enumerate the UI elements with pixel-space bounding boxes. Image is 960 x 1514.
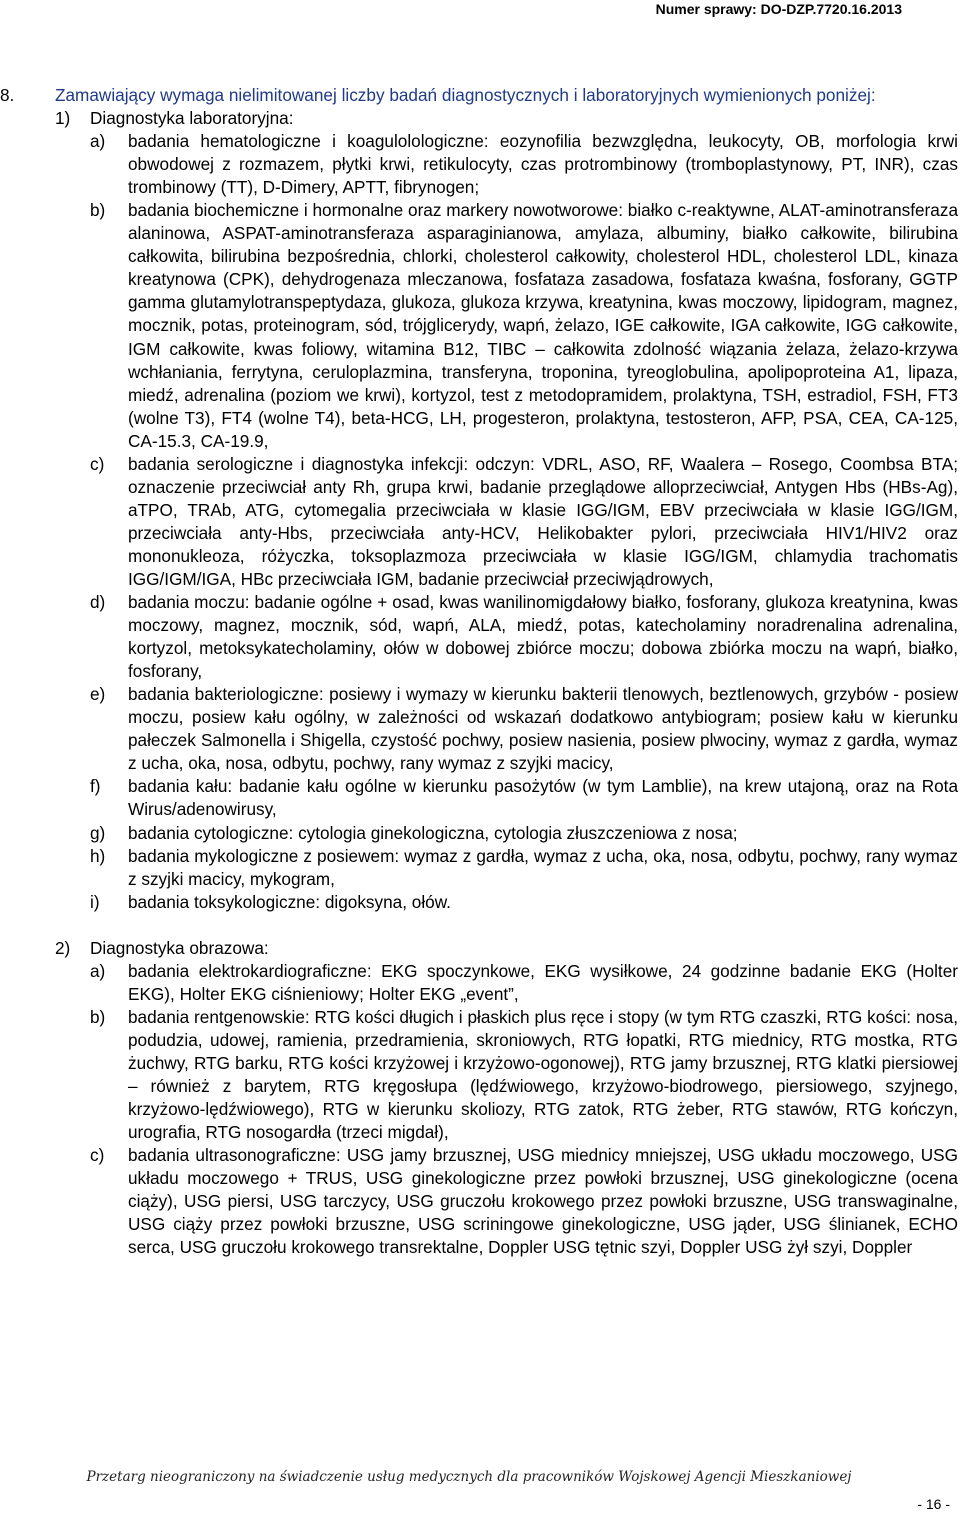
imaging-diagnostics-heading [0,937,958,960]
list-item-text: badania serologiczne i diagnostyka infekcji: odczyn: VDRL, ASO, RF, Waalera – Rosego, Coombsa BTA; oznaczenie przeciwciał anty Rh, grupa krwi, badanie przeglądowe alloprzeciwciał, Antygen Hbs (HBs-Ag), aTPO, TRAb, ATG, cytomegalia przeciwciała w klasie IGG/IGM, EBV przeciwciała w klasie IGG/IGM, przeciwciała anty-Hbs, przeciwciała anty-HCV, Helikobakter pylori, przeciwciała HIV1/HIV2 oraz mononukleoza, różyczka, toksoplazmoza przeciwciała w klasie IGG/IGM, chlamydia trachomatis IGG/IGM/IGA, HBc przeciwciała IGM, badanie przeciwciał przeciwjądrowych, [128,453,958,589]
list-item-text: badania elektrokardiograficzne: EKG spoczynkowe, EKG wysiłkowe, 24 godzinne badanie EKG (Holter EKG), Holter EKG ciśnieniowy; Holter EKG „event”, [128,960,958,1004]
list-item-label: f) [90,776,101,797]
list-item-text: badania biochemiczne i hormonalne oraz markery nowotworowe: białko c-reaktywne, ALAT-aminotransferaza alaninowa, ASPAT-aminotransferaza asparaginianowa, amylaza, albuminy, białko całkowite, bilirubina całkowita, bilirubina bezpośrednia, chlorki, cholesterol całkowity, cholesterol HDL, cholesterol LDL, kinaza kreatynowa (CPK), dehydrogenaza mleczanowa, fosfataza zasadowa, fosfataza kwaśna, fosforany, GGTP gamma glutamylotranspeptydaza, glukoza, glukoza krzywa, kreatynina, kwas moczowy, lipidogram, magnez, mocznik, potas, proteinogram, sód, trójglicerydy, wapń, żelazo, IGE całkowite, IGA całkowite, IGG całkowite, IGM całkowite, kwas foliowy, witamina B12, TIBC – całkowita zdolność wiązania żelaza, żelazo-krzywa wchłaniania, ferrytyna, ceruloplazmina, transferyna, troponina, tyreoglobulina, apolipoproteina A1, lipaza, miedź, adrenalina (poziom we krwi), kortyzol, test z metodopramidem, prolaktyna, TSH, estradiol, FSH, FT3 (wolne T3), FT4 (wolne T4), beta-HCG, LH, progesteron, prolaktyna, testosteron, AFP, PSA, CEA, CA-125, CA-15.3, CA-19.9, [128,200,958,451]
list-item-label: a) [90,960,106,981]
list-number: 2) [55,937,71,958]
section-number: 8. [0,85,15,105]
list-item-label: a) [90,131,106,152]
list-item-label: e) [90,684,106,705]
list-item-text: badania ultrasonograficzne: USG jamy brzusznej, USG miednicy mniejszej, USG układu moczowego, USG układu moczowego + TRUS, USG ginekologiczne przez powłoki brzusznej, USG ginekologiczne (ocena ciąży), USG piersi, USG tarczycy, USG gruczołu krokowego przez powłoki brzuszne, USG transwaginalne, USG ciąży przez powłoki brzuszne, USG scriningowe ginekologiczne, USG jąder, USG ślinianek, ECHO serca, USG gruczołu krokowego transrektalne, Doppler USG tętnic szyi, Doppler USG żył szyi, Doppler [128,1145,958,1258]
list-item [0,960,958,1006]
document-body [0,84,958,1259]
list-item [0,130,958,199]
list-item-label: b) [90,1006,106,1027]
lab-diagnostics-heading [0,107,958,130]
list-item [0,1144,958,1259]
list-item-label: g) [90,822,106,843]
list-item-label: c) [90,453,105,474]
list-item [0,1006,958,1144]
list-item [0,683,958,775]
list-item-text: badania toksykologiczne: digoksyna, ołów. [128,891,451,912]
list-item-label: d) [90,592,106,613]
list-item-text: badania kału: badanie kału ogólne w kierunku pasożytów (w tym Lamblie), na krew utajoną, oraz na Rota Wirus/adenowirusy, [128,776,958,820]
list-number: 1) [55,108,71,129]
list-title: Diagnostyka laboratoryjna: [90,108,294,129]
lab-diagnostics-list [0,130,958,914]
list-item-label: c) [90,1145,105,1166]
imaging-diagnostics-list [0,960,958,1260]
list-item [0,822,958,845]
list-item-label: h) [90,845,106,866]
list-item [0,453,958,591]
list-item [0,775,958,821]
list-item-text: badania cytologiczne: cytologia ginekologiczna, cytologia złuszczeniowa z nosa; [128,822,738,843]
list-title: Diagnostyka obrazowa: [90,937,269,958]
list-item-text: badania bakteriologiczne: posiewy i wymazy w kierunku bakterii tlenowych, beztlenowych, grzybów - posiew moczu, posiew kału ogólny, w zależności od wskazań dodatkowo antybiogram; posiew kału w kierunku pałeczek Salmonella i Shigella, czystość pochwy, posiew nasienia, posiew plwociny, wymaz z gardła, wymaz z ucha, oka, nosa, odbytu, pochwy, rany wymaz z szyjki macicy, [128,684,958,774]
footer-text: Przetarg nieograniczony na świadczenie usług medycznych dla pracowników Wojskowej Agencji Mieszkaniowej [86,1469,852,1485]
list-item-text: badania rentgenowskie: RTG kości długich i płaskich plus ręce i stopy (w tym RTG czaszki, RTG kości: nosa, podudzia, udowej, ramienia, przedramienia, skroniowych, RTG łopatki, RTG miednicy, RTG mostka, RTG żuchwy, RTG barku, RTG kości krzyżowej i krzyżowo-ogonowej), RTG jamy brzusznej, RTG klatki piersiowej – również z barytem, RTG kręgosłupa (lędźwiowego, krzyżowo-biodrowego, piersiowego, szyjnego, krzyżowo-lędźwiowego), RTG w kierunku skoliozy, RTG zatok, RTG żeber, RTG stawów, RTG kończyn, urografia, RTG nosogardła (trzeci migdał), [128,1006,958,1143]
list-item-label: i) [90,891,100,912]
list-item-text: badania hematologiczne i koagulolologiczne: eozynofilia bezwzględna, leukocyty, OB, morfologia krwi obwodowej z rozmazem, płytki krwi, retikulocyty, czas protrombinowy (tromboplastynowy, PT, INR), czas trombinowy (TT), D-Dimery, APTT, fibrynogen; [128,131,958,198]
spacer [0,914,958,937]
section-intro: Zamawiający wymaga nielimitowanej liczby badań diagnostycznych i laboratoryjnych wymienionych poniżej: [55,85,876,105]
list-item [0,199,958,453]
list-item [0,591,958,683]
list-item-text: badania mykologiczne z posiewem: wymaz z gardła, wymaz z ucha, oka, nosa, odbytu, pochwy, rany wymaz z szyjki macicy, mykogram, [128,845,958,889]
list-item [0,845,958,891]
page-number: - 16 - [917,1496,950,1512]
case-number: Numer sprawy: DO-DZP.7720.16.2013 [655,1,902,17]
list-item-label: b) [90,200,106,221]
section-8 [0,84,958,107]
list-item-text: badania moczu: badanie ogólne + osad, kwas wanilinomigdałowy białko, fosforany, glukoza kreatynina, kwas moczowy, magnez, mocznik, sód, wapń, ALA, miedź, potas, katecholaminy noradrenalina adrenalina, kortyzol, metoksykatecholaminy, ołów w dobowej zbiórce moczu; dobowa zbiórka moczu na wapń, białko, fosforany, [128,592,958,682]
list-item [0,891,958,914]
